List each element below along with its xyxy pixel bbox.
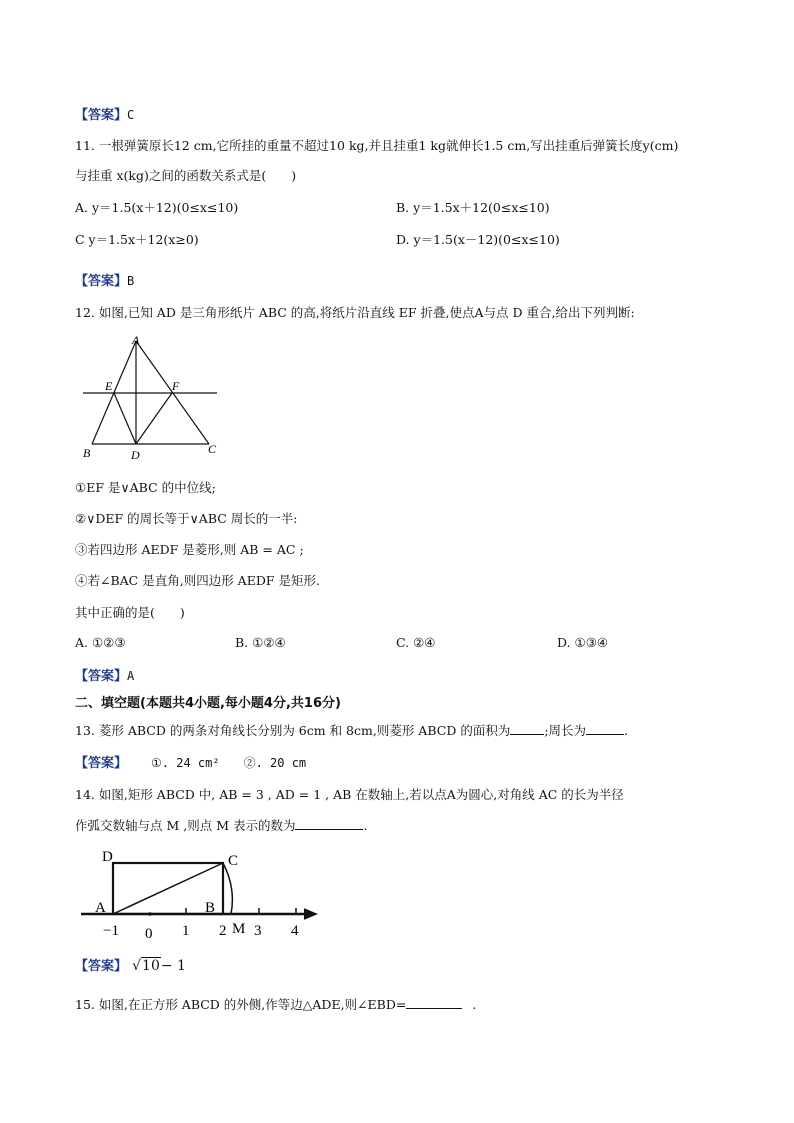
q13-answer: ①. 24 cm² ②. 20 cm [151,756,307,770]
label-f: F [172,379,180,393]
answer-tag: 【答案】 [75,108,128,123]
q10-answer: C [127,108,135,122]
q12-stem: 12. 如图,已知 AD 是三角形纸片 ABC 的高,将纸片沿直线 EF 折叠,使点A与点 D 重合,给出下列判断: [75,305,635,320]
label-b: B [83,446,91,460]
q12-statement-3: ③若四边形 AEDF 是菱形,则 AB = AC ; [75,542,304,557]
q10-answer-row [75,104,134,123]
q12-option-d: D. ①③④ [557,635,609,650]
label-a: A [95,900,106,916]
q12-answer-row [75,665,134,684]
q12-option-c: C. ②④ [396,635,436,650]
q14-stem-line1: 14. 如图,矩形 ABCD 中, AB = 3 , AD = 1 , AB 在数轴上,若以点A为圆心,对角线 AC 的长为半径 [75,787,624,802]
q13-stem-a: 13. 菱形 ABCD 的两条对角线长分别为 6cm 和 8cm,则菱形 ABCD 的面积为 [75,723,511,738]
label-b: B [205,900,216,916]
label-d: D [102,849,113,865]
q14-stem-line2-end: . [363,818,368,833]
q11-answer: B [127,274,135,288]
q13-stem [75,721,628,739]
q11-stem-line1: 11. 一根弹簧原长12 cm,它所挂的重量不超过10 kg,并且挂重1 kg就伸长1.5 cm,写出挂重后弹簧长度y(cm) [75,138,679,153]
q14-blank [295,817,363,830]
q13-answer-row [75,752,306,771]
origin-dot [148,912,152,916]
q12-question: 其中正确的是( ) [75,605,185,620]
q12-answer: A [127,669,135,683]
label-m: M [232,921,246,937]
q11-answer-row [75,270,134,289]
q13-stem-c: . [624,723,629,738]
answer-tag: 【答案】 [75,756,128,771]
label-a: A [132,333,140,347]
q14-number-line-figure [78,843,323,941]
label-e: E [105,379,113,393]
q14-stem-line2 [75,816,367,834]
q11-option-d: D. y＝1.5(x－12)(0≤x≤10) [396,232,560,247]
q11-stem-line2: 与挂重 x(kg)之间的函数关系式是( ) [75,168,297,183]
q12-statement-2: ②∨DEF 的周长等于∨ABC 周长的一半: [75,511,298,526]
q12-option-a: A. ①②③ [75,635,126,650]
tick-label-1: 1 [182,923,190,939]
sqrt-symbol: √ [132,958,142,974]
answer-tag: 【答案】 [75,274,128,289]
q14-answer-rest: − 1 [160,958,186,974]
q12-statement-4: ④若∠BAC 是直角,则四边形 AEDF 是矩形. [75,573,320,588]
q13-blank-area [510,722,544,735]
q11-option-a: A. y＝1.5(x＋12)(0≤x≤10) [75,200,239,215]
q14-stem-line2-text: 作弧交数轴与点 M ,则点 M 表示的数为 [75,818,296,833]
q12-option-b: B. ①②④ [235,635,286,650]
q15-stem-end: . [472,997,477,1012]
tick-label-4: 4 [291,923,299,939]
answer-tag: 【答案】 [75,669,128,684]
q11-option-b: B. y＝1.5x＋12(0≤x≤10) [396,200,550,215]
q15-stem-text: 15. 如图,在正方形 ABCD 的外侧,作等边△ADE,则∠EBD= [75,997,407,1012]
q11-option-c: C y＝1.5x＋12(x≥0) [75,232,199,247]
answer-tag: 【答案】 [75,959,128,974]
q13-stem-b: ;周长为 [544,723,587,738]
label-c: C [228,853,239,869]
label-d: D [131,448,140,462]
q12-statement-1: ①EF 是∨ABC 的中位线; [75,480,216,495]
q13-blank-perimeter [586,722,624,735]
q15-blank [406,996,462,1009]
q14-answer [132,957,186,974]
section-title-fill-in: 二、填空题(本题共4小题,每小题4分,共16分) [75,696,341,711]
q15-stem [75,995,476,1013]
q14-answer-radicand: 10 [142,958,160,974]
tick-label-0: 0 [145,926,153,941]
q14-answer-row [75,955,186,974]
label-c: C [208,442,217,456]
tick-label-2: 2 [219,923,227,939]
q12-triangle-figure [75,333,225,463]
tick-label-3: 3 [254,923,262,939]
tick-label-minus1: −1 [103,923,119,939]
